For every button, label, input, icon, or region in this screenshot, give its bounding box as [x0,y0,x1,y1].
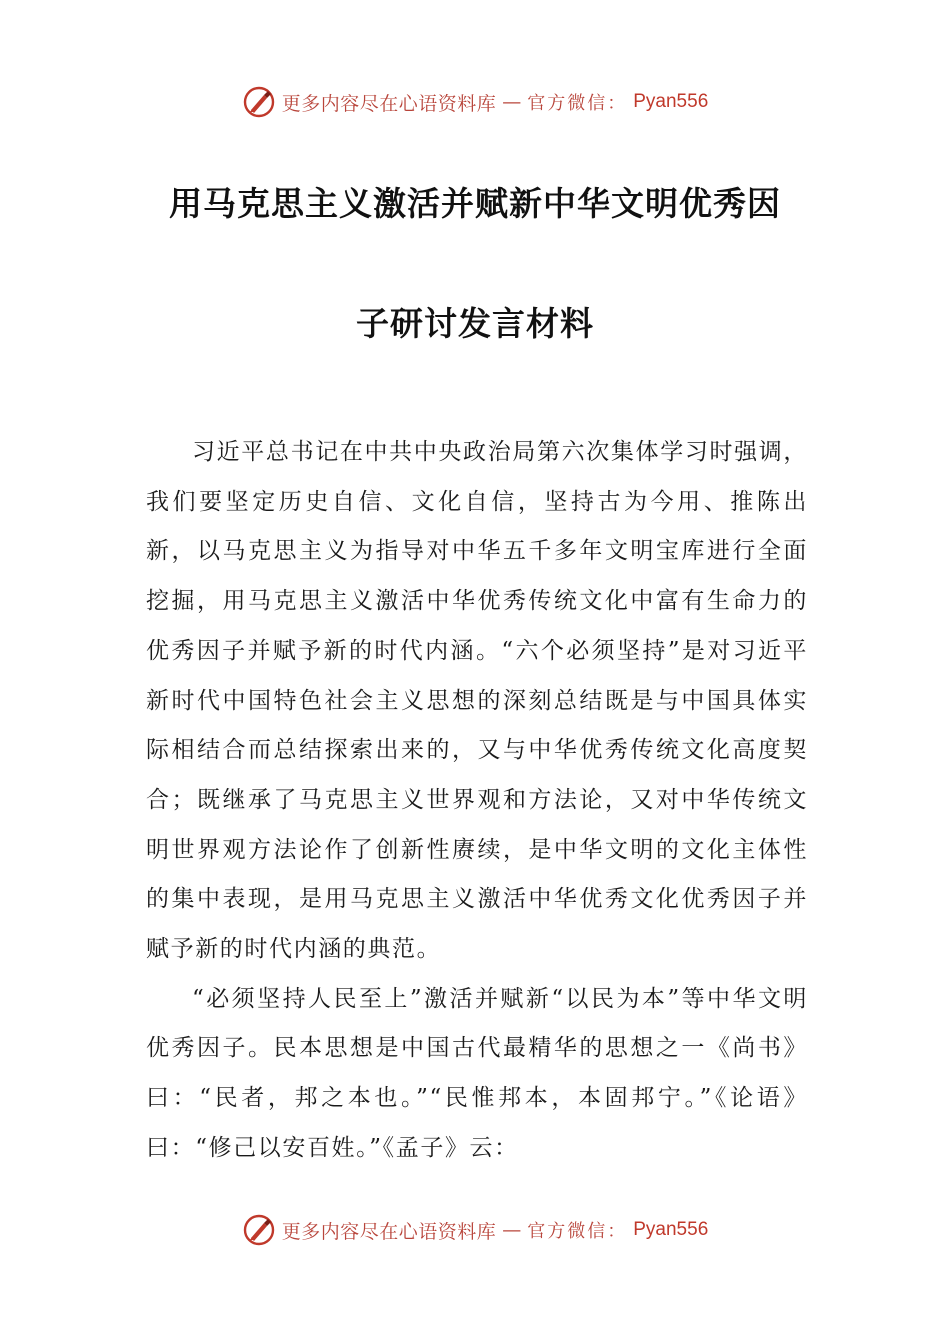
watermark-dash: — [502,91,522,113]
watermark-wechat-label: 官方微信： [527,93,628,114]
paragraph-1: 习近平总书记在中共中央政治局第六次集体学习时强调，我们要坚定历史自信、文化自信，坚持古为今用、推陈出新，以马克思主义为指导对中华五千多年文明宝库进行全面挖掘，用马克思主义激活中华优秀传统文化中富有生命力的优秀因子并赋予新的时代内涵。“六个必须坚持”是对习近平新时代中国特色社会主义思想的深刻总结既是与中国具体实际相结合而总结探索出来的，又与中华优秀传统文化高度契合；既继承了马克思主义世界观和方法论，又对中华传统文明世界观方法论作了创新性赓续，是中华文明的文化主体性的集中表现，是用马克思主义激活中华优秀文化优秀因子并赋予新的时代内涵的典范。 [146,439,808,963]
watermark-header [0,82,950,122]
watermark-footer [0,1210,950,1250]
paragraph-2: “必须坚持人民至上”激活并赋新“以民为本”等中华文明优秀因子。民本思想是中国古代最精华的思想之一《尚书》曰：“民者，邦之本也。”“民惟邦本，本固邦宁。”《论语》曰：“修己以安百姓。”《孟子》云： [146,985,808,1161]
pen-logo-icon [242,85,276,119]
document-body [146,428,808,1174]
watermark-site-text: 更多内容尽在心语资料库 [281,1220,497,1243]
document-title-line-2: 子研讨发言材料 [356,304,594,343]
watermark-dash: — [502,1219,522,1241]
pen-logo-icon [242,1213,276,1247]
watermark-wechat-id: Pyan556 [633,91,709,112]
watermark-wechat-id: Pyan556 [633,1219,709,1240]
watermark-wechat-label: 官方微信： [527,1221,628,1242]
document-title-line-1: 用马克思主义激活并赋新中华文明优秀因 [169,184,781,223]
watermark-site-text: 更多内容尽在心语资料库 [281,92,497,115]
